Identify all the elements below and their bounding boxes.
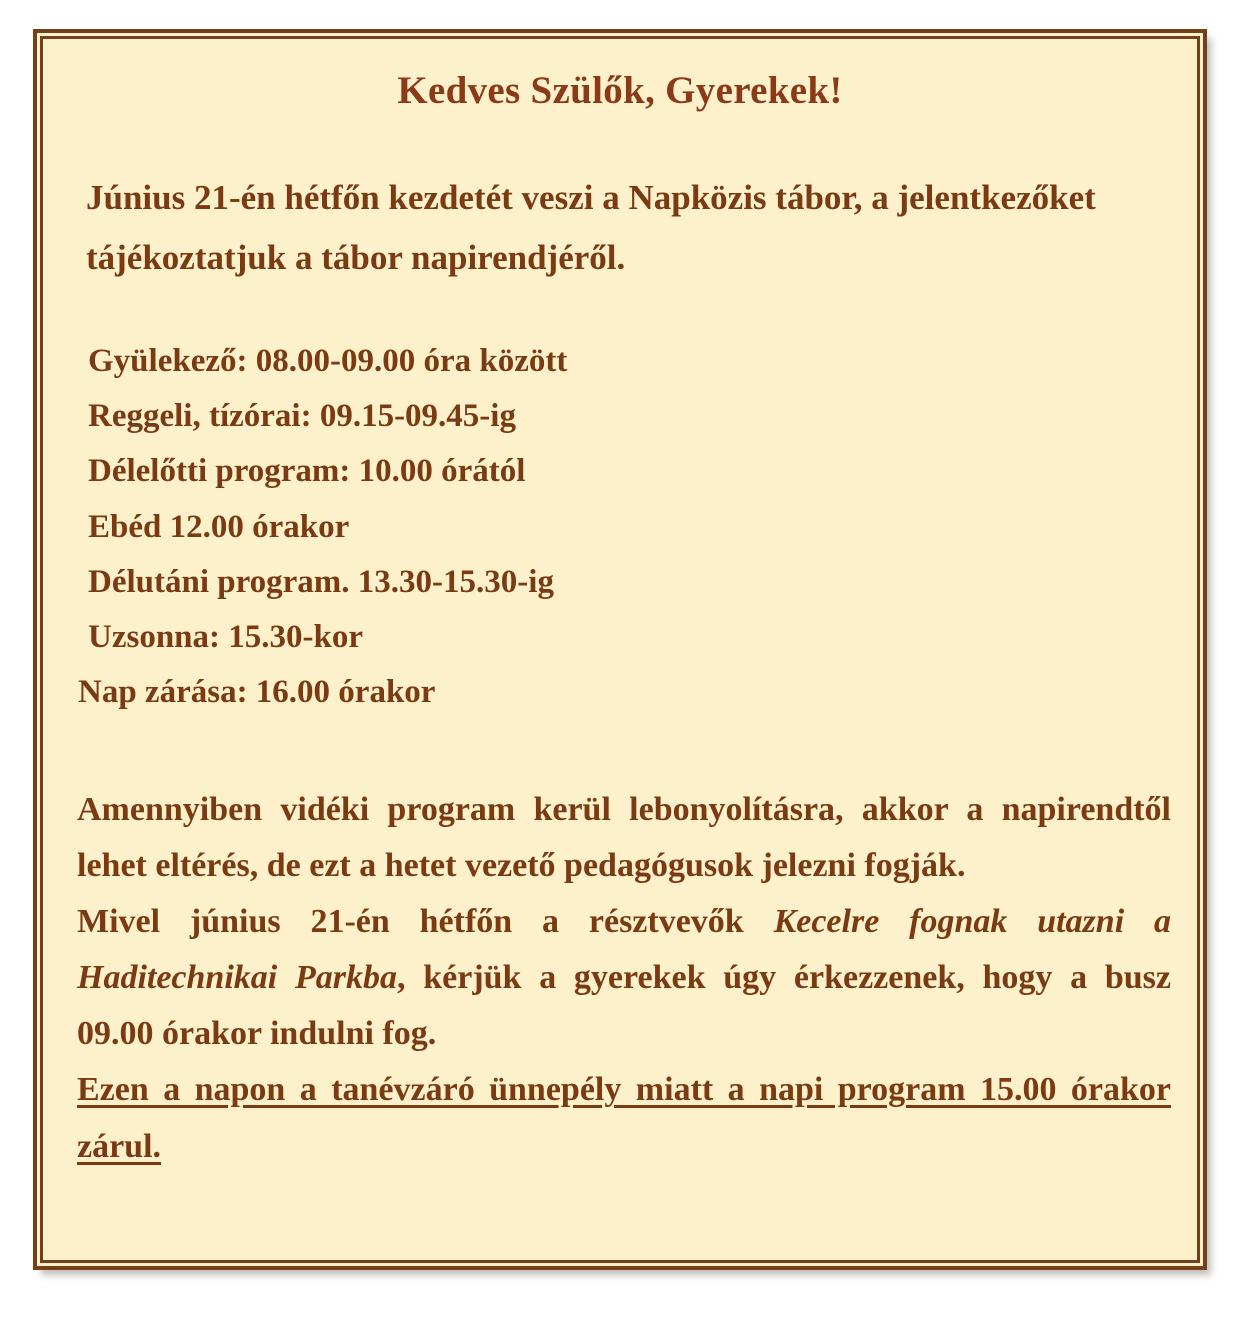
intro-paragraph — [63, 168, 1177, 288]
closing-paragraph-1: Amennyiben vidéki program kerül lebonyolításra, akkor a napirendtől lehet eltérés, de ezt a hetet vezető pedagógusok jelezni fogják. — [77, 790, 1171, 885]
notice-inner — [40, 36, 1200, 1263]
schedule-list — [63, 334, 1177, 720]
schedule-item-delelotti-program: Délelőtti program: 10.00 órától — [88, 453, 526, 490]
schedule-item-ebed: Ebéd 12.00 órakor — [88, 508, 350, 545]
intro-line-1: Június 21-én hétfőn kezdetét veszi a Napközis tábor, a jelentkezőket — [86, 177, 1096, 217]
closing-paragraph-2 — [77, 894, 1171, 1062]
closing-p2-tail: , kérjük a gyerekek úgy érkezzenek, hogy a busz 09.00 órakor indulni fog. — [77, 959, 1172, 1053]
page-title: Kedves Szülők, Gyerekek! — [397, 69, 843, 112]
schedule-item-uzsonna: Uzsonna: 15.30-kor — [88, 618, 364, 655]
closing-paragraph-3-underlined: Ezen a napon a tanévzáró ünnepély miatt a napi program 15.00 órakor zárul. — [77, 1071, 1171, 1165]
notice-frame — [33, 29, 1207, 1270]
schedule-item-gyulekezo: Gyülekező: 08.00-09.00 óra között — [88, 343, 568, 380]
schedule-item-nap-zarasa: Nap zárása: 16.00 órakor — [78, 673, 436, 710]
closing-p2-emphasis: Kecelre fognak utazni a Haditechnikai Parkba — [77, 903, 1171, 997]
intro-line-2: tájékoztatjuk a tábor napirendjéről. — [86, 238, 626, 278]
schedule-item-reggeli: Reggeli, tízórai: 09.15-09.45-ig — [88, 398, 516, 435]
schedule-item-delutani-program: Délutáni program. 13.30-15.30-ig — [88, 563, 554, 600]
closing-p2-lead: Mivel június 21-én hétfőn a résztvevők — [77, 903, 774, 941]
closing-section — [63, 782, 1177, 1175]
